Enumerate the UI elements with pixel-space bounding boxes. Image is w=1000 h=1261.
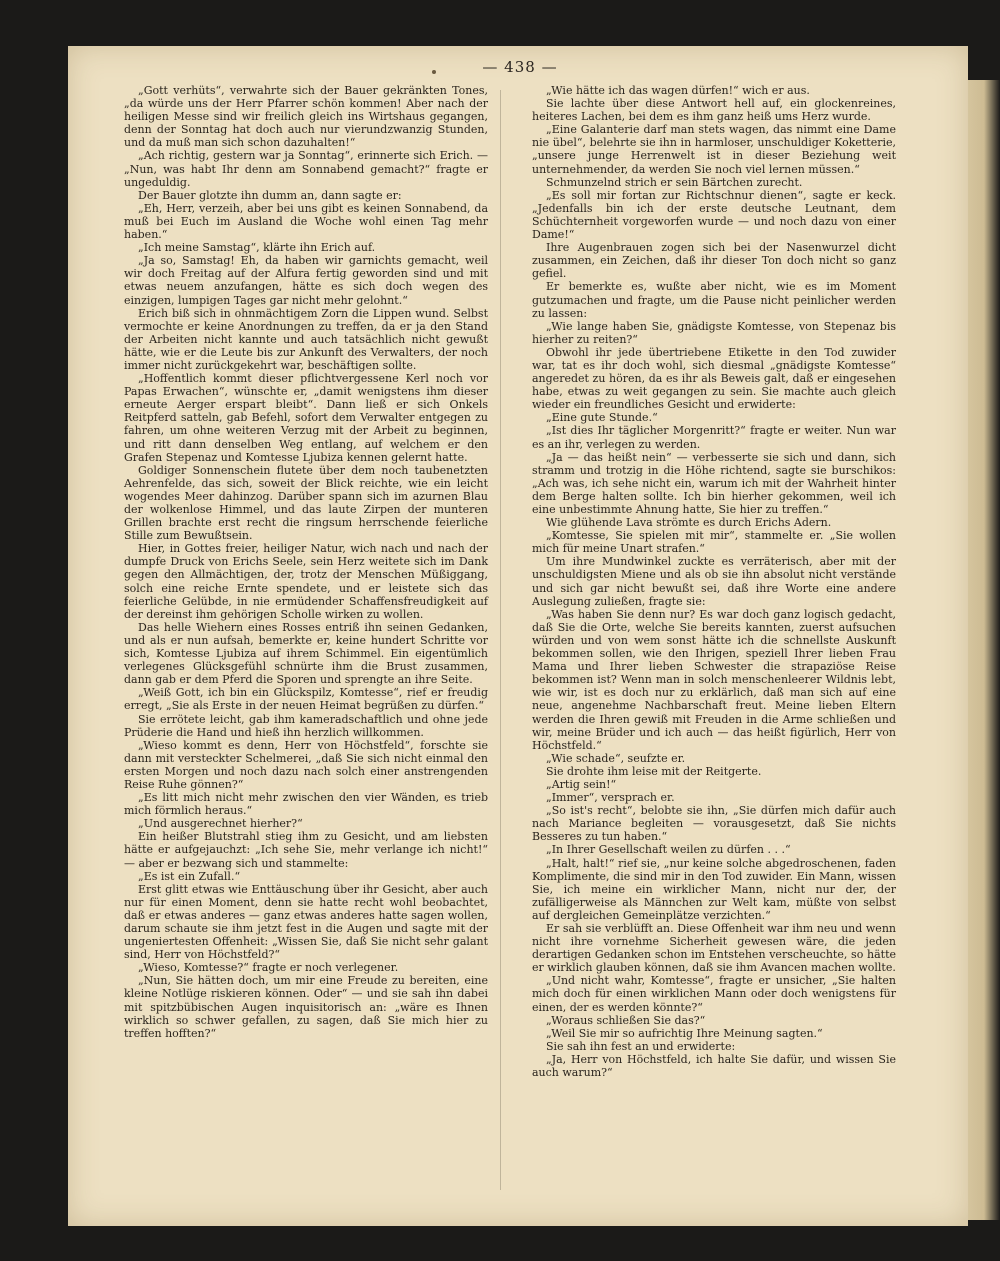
paragraph: „Wieso kommt es denn, Herr von Höchstfeld“, forschte sie dann mit versteckter Schelmerei, „daß Sie sich nicht einmal den ersten Morgen und noch dazu nach solch einer anstrengenden Reise Ruhe gönnen?“ bbox=[124, 738, 488, 791]
paragraph: „So ist's recht“, belobte sie ihn, „Sie dürfen mich dafür auch nach Mariance begleiten — vorausgesetzt, daß Sie nichts Besseres zu tun haben.“ bbox=[532, 804, 896, 844]
left-text-column bbox=[124, 84, 488, 1040]
paper-speck bbox=[432, 70, 436, 74]
paragraph: „Und nicht wahr, Komtesse“, fragte er unsicher, „Sie halten mich doch für einen wirklichen Mann oder doch wenigstens für einen, der es werden könnte?“ bbox=[532, 974, 896, 1014]
paragraph: „In Ihrer Gesellschaft weilen zu dürfen . . .“ bbox=[546, 843, 791, 857]
paragraph: Um ihre Mundwinkel zuckte es verräterisch, aber mit der unschuldigsten Miene und als ob sie ihn absolut nicht verstände und sich gar nicht bewußt sei, daß ihre Worte eine andere Auslegung zuließen, fragte sie: bbox=[532, 555, 896, 608]
paragraph: Erich biß sich in ohnmächtigem Zorn die Lippen wund. Selbst vermochte er keine Anordnungen zu treffen, da er ja den Stand der Arbeiten nicht kannte und auch tatsächlich nicht gewußt hätte, wie er die Leute bis zur Ankunft des Verwalters, der noch immer nicht zurückgekehrt war, beschäftigen sollte. bbox=[124, 306, 488, 372]
paragraph: Er bemerkte es, wußte aber nicht, wie es im Moment gutzumachen und fragte, um die Pause nicht peinlicher werden zu lassen: bbox=[532, 280, 896, 320]
paragraph: „Ist dies Ihr täglicher Morgenritt?“ fragte er weiter. Nun war es an ihr, verlegen zu werden. bbox=[532, 424, 896, 451]
paragraph: „Und ausgerechnet hierher?“ bbox=[138, 817, 303, 831]
paragraph: Er sah sie verblüfft an. Diese Offenheit war ihm neu und wenn nicht ihre vornehme Sicherheit gewesen wäre, die jeden derartigen Gedanken schon im Entstehen verscheuchte, so hätte er wirklich glauben können, daß sie ihm Avancen machen wollte. bbox=[532, 922, 896, 975]
paragraph: Sie errötete leicht, gab ihm kameradschaftlich und ohne jede Prüderie die Hand und hieß ihn herzlich willkommen. bbox=[124, 712, 488, 739]
paragraph: Sie sah ihn fest an und erwiderte: bbox=[546, 1039, 736, 1053]
page-number: — 438 — bbox=[482, 58, 558, 76]
paragraph: „Halt, halt!“ rief sie, „nur keine solche abgedroschenen, faden Komplimente, die sind mir in den Tod zuwider. Ein Mann, wissen Sie, ich meine ein wirklicher Mann, nicht nur der, der zufälligerweise als Männchen zur Welt kam, müßte von selbst auf dergleichen Gemeinplätze verzichten.“ bbox=[532, 856, 896, 922]
paragraph: Wie glühende Lava strömte es durch Erichs Adern. bbox=[546, 516, 832, 530]
paragraph: Ein heißer Blutstrahl stieg ihm zu Gesicht, und am liebsten hätte er aufgejauchzt: „Ich sehe Sie, mehr verlange ich nicht!“ — aber er bezwang sich und stammelte: bbox=[124, 830, 488, 870]
paragraph: „Wie lange haben Sie, gnädigste Komtesse, von Stepenaz bis hierher zu reiten?“ bbox=[532, 319, 896, 346]
paragraph: „Ja — das heißt nein“ — verbesserte sie sich und dann, sich stramm und trotzig in die Höhe richtend, sagte sie burschikos: „Ach was, ich sehe nicht ein, warum ich mit der Wahrheit hinter dem Berge halten sollte. Ich bin hierher gekommen, weil ich eine unbestimmte Ahnung hatte, Sie hier zu treffen.“ bbox=[532, 450, 896, 516]
paragraph: „Ach richtig, gestern war ja Sonntag“, erinnerte sich Erich. — „Nun, was habt Ihr denn am Sonnabend gemacht?“ fragte er ungeduldig. bbox=[124, 149, 488, 189]
paragraph: Das helle Wiehern eines Rosses entriß ihn seinen Gedanken, und als er nun aufsah, bemerkte er, keine hundert Schritte vor sich, Komtesse Ljubiza auf ihrem Schimmel. Ein eigentümlich verlegenes Glücksgefühl schnürte ihm die Brust zusammen, dann gab er dem Pferd die Sporen und sprengte an ihre Seite. bbox=[124, 620, 488, 687]
paragraph: „Wie schade“, seufzte er. bbox=[546, 751, 686, 765]
paragraph: „Es litt mich nicht mehr zwischen den vier Wänden, es trieb mich förmlich heraus.“ bbox=[124, 791, 488, 818]
paragraph: „Nun, Sie hätten doch, um mir eine Freude zu bereiten, eine kleine Notlüge riskieren können. Oder“ — und sie sah ihn dabei mit spitzbübischen Augen inquisitorisch an: „wäre es Ihnen wirklich so schwer gefallen, zu sagen, daß Sie mich hier zu treffen hofften?“ bbox=[124, 974, 488, 1040]
paragraph: „Ich meine Samstag“, klärte ihn Erich auf. bbox=[138, 241, 376, 255]
right-text-column bbox=[532, 84, 896, 1079]
paragraph: „Ja so, Samstag! Eh, da haben wir garnichts gemacht, weil wir doch Freitag auf der Alfura fertig geworden sind und mit etwas neuem anzufangen, hätte es sich doch wegen des einzigen, lumpigen Tages gar nicht mehr gelohnt.“ bbox=[124, 254, 488, 307]
paragraph: „Eine gute Stunde.“ bbox=[546, 411, 658, 425]
paragraph: „Weiß Gott, ich bin ein Glückspilz, Komtesse“, rief er freudig erregt, „Sie als Erste in der neuen Heimat begrüßen zu dürfen.“ bbox=[124, 686, 488, 713]
paragraph: Erst glitt etwas wie Enttäuschung über ihr Gesicht, aber auch nur für einen Moment, denn sie hatte recht wohl beobachtet, daß er etwas anderes — ganz etwas anderes hatte sagen wollen, darum schaute sie ihm jetzt fest in die Augen und sagte mit der ungeniertesten Offenheit: „Wissen Sie, daß Sie nicht sehr galant sind, Herr von Höchstfeld?“ bbox=[124, 882, 488, 962]
paragraph: Sie drohte ihm leise mit der Reitgerte. bbox=[546, 764, 762, 778]
paragraph: „Eine Galanterie darf man stets wagen, das nimmt eine Dame nie übel“, belehrte sie ihn in harmloser, unschuldiger Koketterie, „unsere junge Herrenwelt ist in dieser Beziehung weit unternehmender, da werden Sie noch viel lernen müssen.“ bbox=[532, 123, 896, 176]
paragraph: Sie lachte über diese Antwort hell auf, ein glockenreines, heiteres Lachen, bei dem es ihm ganz heiß ums Herz wurde. bbox=[532, 97, 896, 124]
paragraph: „Artig sein!“ bbox=[546, 777, 617, 791]
paragraph: Hier, in Gottes freier, heiliger Natur, wich nach und nach der dumpfe Druck von Erichs Seele, sein Herz weitete sich im Dank gegen den Allmächtigen, der, trotz der Menschen Müßiggang, solch eine reiche Ernte spendete, und er leistete sich das feierliche Gelübde, in nie ermüdender Schaffensfreudigkeit auf der dereinst ihm gehörigen Scholle wirken zu wollen. bbox=[124, 542, 488, 621]
paragraph: Obwohl ihr jede übertriebene Etikette in den Tod zuwider war, tat es ihr doch wohl, sich diesmal „gnädigste Komtesse“ angeredet zu hören, da es ihr als Beweis galt, daß er eingesehen habe, etwas zu weit gegangen zu sein. Sie machte auch gleich wieder ein freundliches Gesicht und erwiderte: bbox=[532, 345, 896, 412]
paragraph: „Eh, Herr, verzeih, aber bei uns gibt es keinen Sonnabend, da muß bei Euch im Ausland die Woche wohl einen Tag mehr haben.“ bbox=[124, 201, 488, 242]
paragraph: Ihre Augenbrauen zogen sich bei der Nasenwurzel dicht zusammen, ein Zeichen, daß ihr dieser Ton doch nicht so ganz gefiel. bbox=[532, 241, 896, 281]
paragraph: „Gott verhüts“, verwahrte sich der Bauer gekränkten Tones, „da würde uns der Herr Pfarrer schön kommen! Aber nach der heiligen Messe sind wir freilich gleich ins Wirtshaus gegangen, denn der Sonntag hat doch auch nur vierundzwanzig Stunden, und da muß man sich schon dazuhalten!“ bbox=[124, 84, 488, 150]
paragraph: „Komtesse, Sie spielen mit mir“, stammelte er. „Sie wollen mich für meine Unart strafen.“ bbox=[532, 529, 896, 556]
column-divider bbox=[500, 90, 501, 1190]
paragraph: „Es soll mir fortan zur Richtschnur dienen“, sagte er keck. „Jedenfalls bin ich der erste deutsche Leutnant, dem Schüchternheit vorgeworfen wurde — und noch dazu von einer Dame!“ bbox=[532, 188, 896, 242]
paragraph: „Hoffentlich kommt dieser pflichtvergessene Kerl noch vor Papas Erwachen“, wünschte er, „damit wenigstens ihm dieser erneute Aerger erspart bleibt“. Dann ließ er sich Onkels Reitpferd satteln, gab Befehl, sofort dem Verwalter entgegen zu fahren, um ohne weiteren Verzug mit der Arbeit zu beginnen, und ritt dann denselben Weg entlang, auf welchem er den Grafen Stepenaz und Komtesse Ljubiza kennen gelernt hatte. bbox=[124, 372, 488, 464]
paragraph: Der Bauer glotzte ihn dumm an, dann sagte er: bbox=[138, 188, 402, 202]
paragraph: „Was haben Sie denn nur? Es war doch ganz logisch gedacht, daß Sie die Orte, welche Sie bereits kannten, zuerst aufsuchen würden und von wem sonst hätte ich die schnellste Auskunft bekommen sollen, wie den Ihrigen, speziell Ihrer lieben Frau Mama und Ihrer lieben Schwester die strapaziöse Reise bekommen ist? Wenn man in solch menschenleerer Wildnis lebt, wie wir, ist es doch nur zu erklärlich, daß man sich auf eine neue, angenehme Nachbarschaft freut. Meine lieben Eltern werden die Ihren gewiß mit Freuden in die Arme schließen und wir, meine Brüder und ich auch — das heißt figürlich, Herr von Höchstfeld.“ bbox=[532, 607, 896, 752]
paragraph: „Wie hätte ich das wagen dürfen!“ wich er aus. bbox=[546, 84, 810, 97]
paragraph: „Weil Sie mir so aufrichtig Ihre Meinung sagten.“ bbox=[546, 1026, 823, 1040]
paragraph: „Woraus schließen Sie das?“ bbox=[546, 1013, 706, 1027]
paragraph: „Wieso, Komtesse?“ fragte er noch verlegener. bbox=[138, 961, 399, 975]
paragraph: „Immer“, versprach er. bbox=[546, 791, 675, 805]
paragraph: Goldiger Sonnenschein flutete über dem noch taubenetzten Aehrenfelde, das sich, soweit der Blick reichte, wie ein leicht wogendes Meer dahinzog. Darüber spann sich im azurnen Blau der wolkenlose Himmel, und das laute Zirpen der munteren Grillen brachte erst recht die ringsum herrschende feierliche Stille zum Bewußtsein. bbox=[124, 463, 488, 543]
paragraph: „Ja, Herr von Höchstfeld, ich halte Sie dafür, und wissen Sie auch warum?“ bbox=[532, 1052, 896, 1080]
paragraph: „Es ist ein Zufall.“ bbox=[138, 869, 241, 883]
paragraph: Schmunzelnd strich er sein Bärtchen zurecht. bbox=[546, 175, 803, 189]
